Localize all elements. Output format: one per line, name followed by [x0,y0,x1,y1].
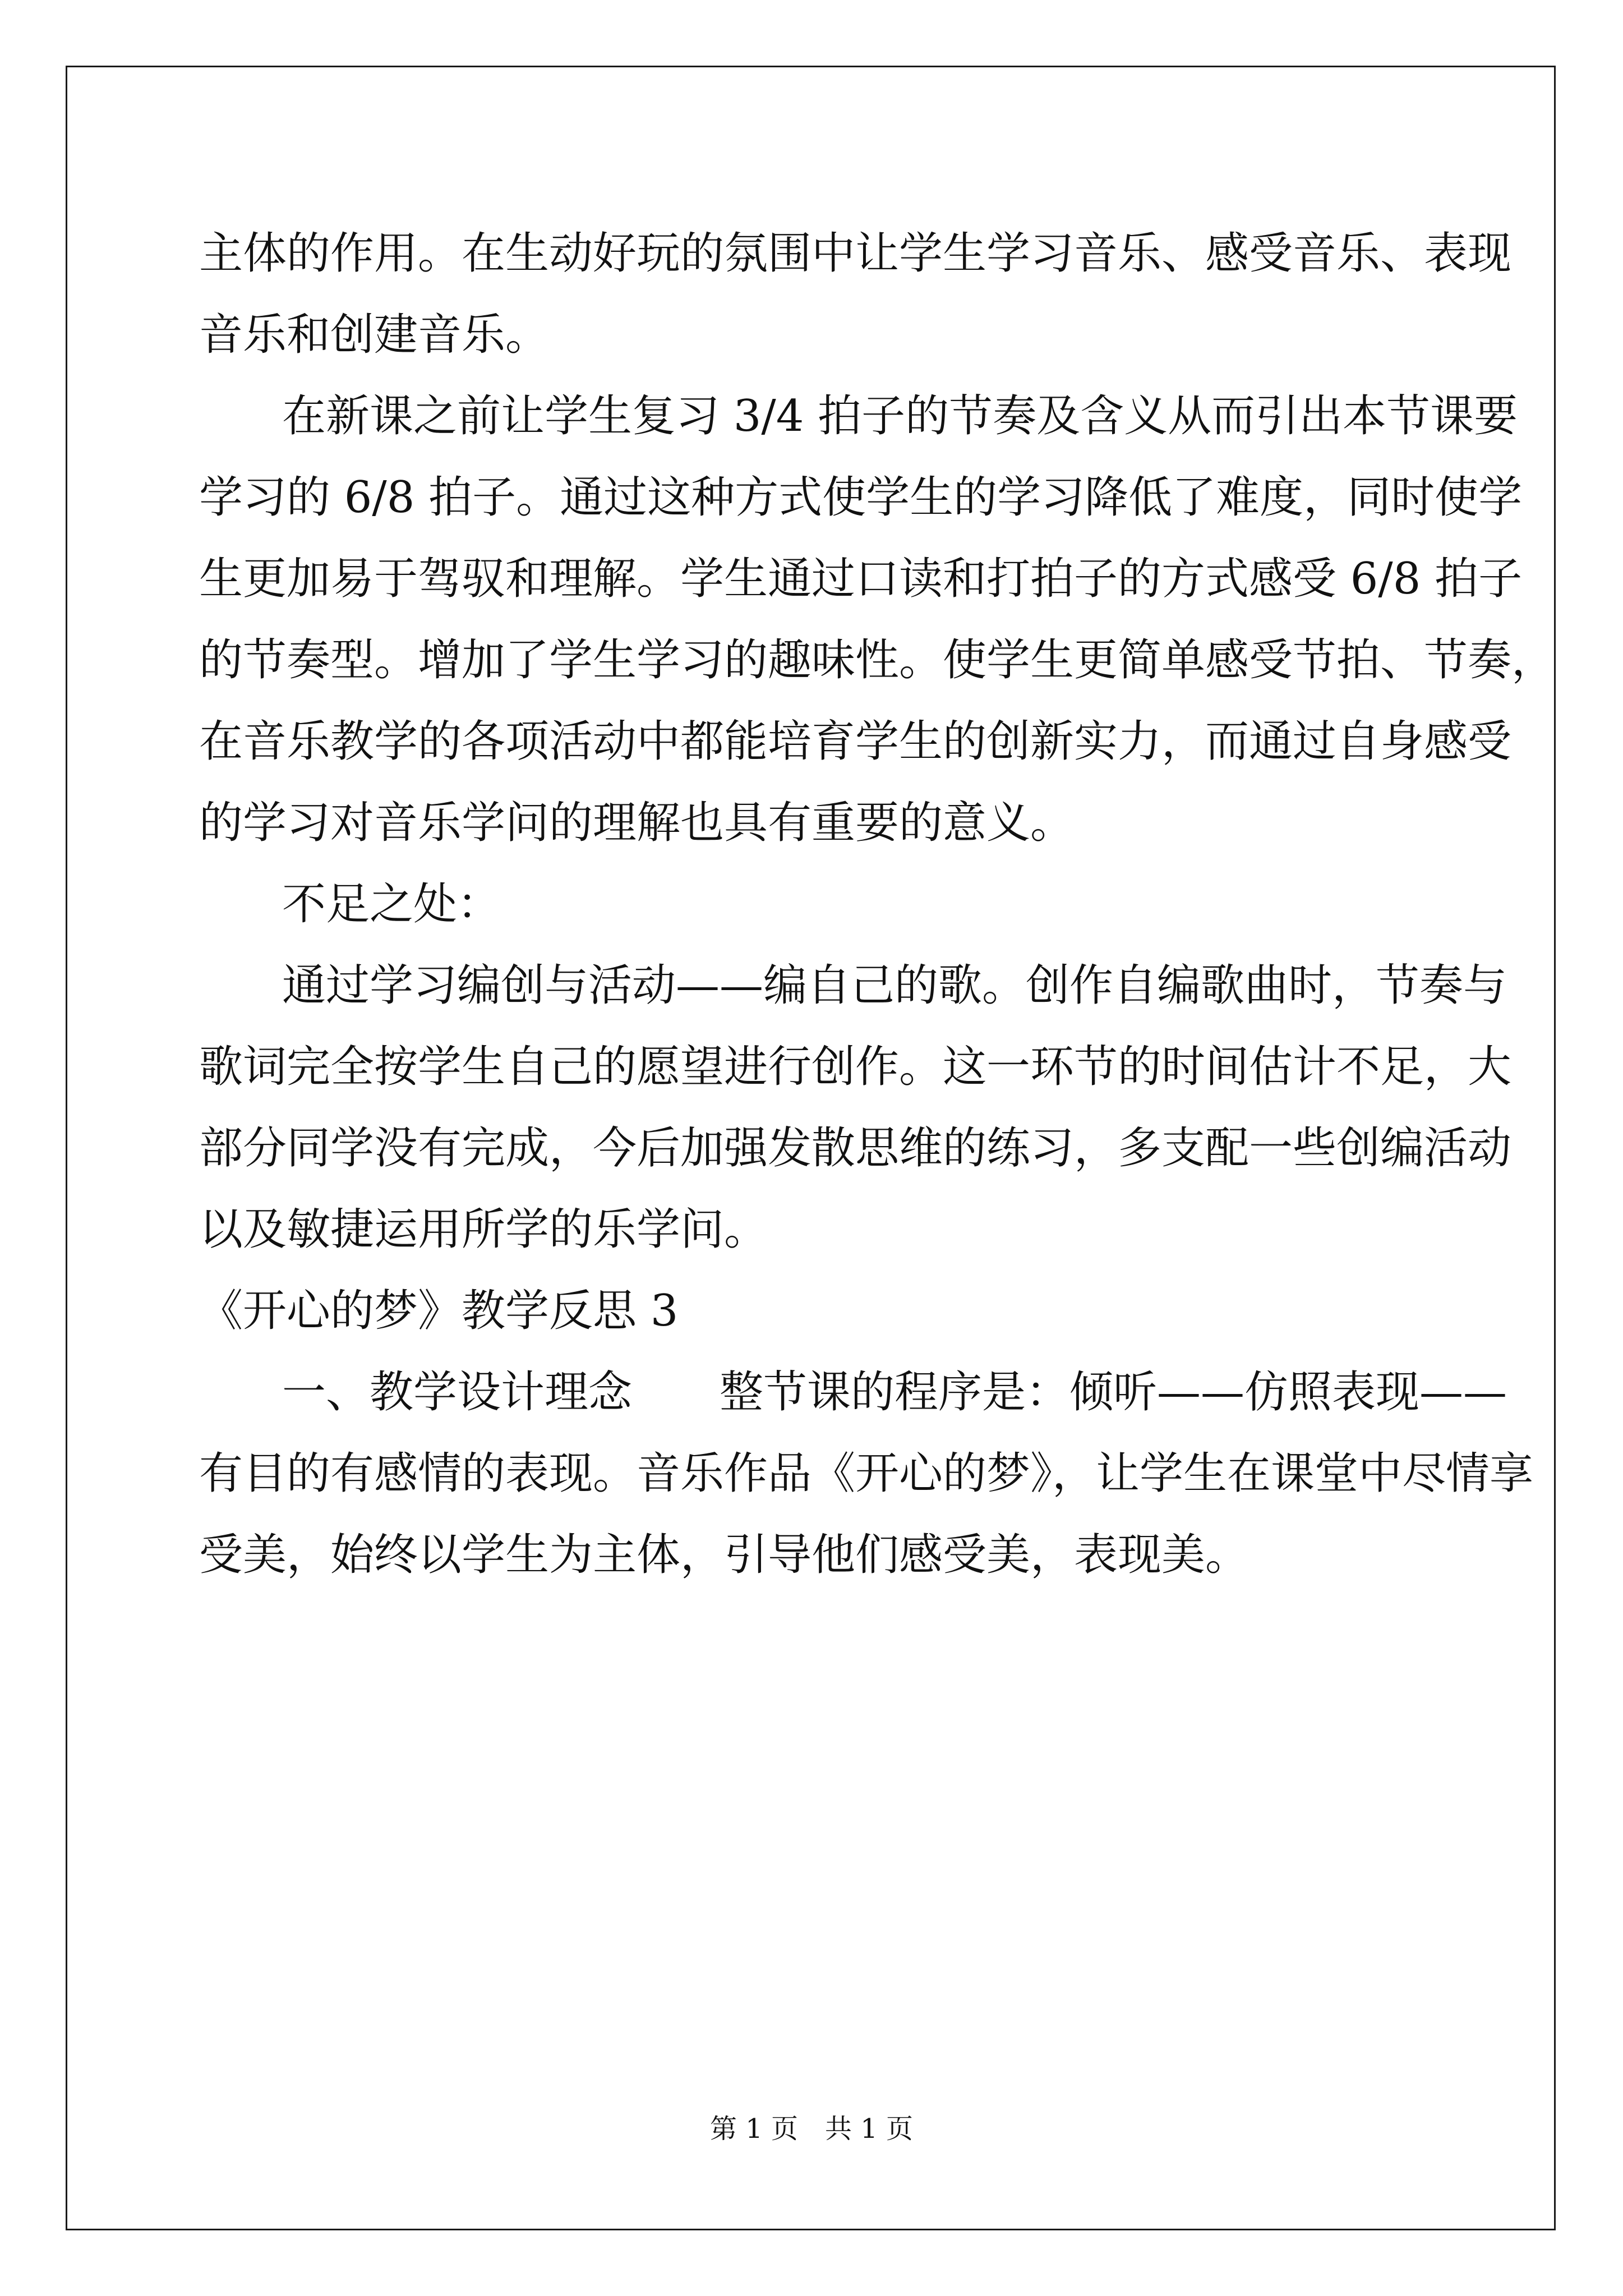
text-line: 部分同学没有完成，今后加强发散思维的练习，多支配一些创编活动 [199,1123,1512,1174]
text-line: 以及敏捷运用所学的乐学问。 [199,1204,768,1255]
text-line: 学习的 6/8 拍子。通过这种方式使学生的学习降低了难度，同时使学 [199,472,1523,523]
section-heading: 不足之处： [282,879,501,930]
text-line: 音乐和创建音乐。 [199,310,550,360]
text-line: 在新课之前让学生复习 3/4 拍子的节奏及含义从而引出本节课要 [282,391,1518,441]
text-line: 在音乐教学的各项活动中都能培育学生的创新实力，而通过自身感受 [199,716,1512,767]
text-line: 生更加易于驾驭和理解。学生通过口读和打拍子的方式感受 6/8 拍子 [199,554,1523,604]
text-line: 受美，始终以学生为主体，引导他们感受美，表现美。 [199,1530,1249,1580]
text-line: 通过学习编创与活动——编自己的歌。创作自编歌曲时，节奏与 [282,960,1507,1011]
text-line: 的学习对音乐学问的理解也具有重要的意义。 [199,798,1075,848]
text-line: 主体的作用。在生动好玩的氛围中让学生学习音乐、感受音乐、表现 [199,228,1512,279]
article-title: 《开心的梦》教学反思 3 [199,1286,679,1336]
text-line: 歌词完全按学生自己的愿望进行创作。这一环节的时间估计不足，大 [199,1042,1512,1092]
page-number-footer: 第 1 页 共 1 页 [709,2113,914,2145]
text-line: 的节奏型。增加了学生学习的趣味性。使学生更简单感受节拍、节奏， [199,635,1556,685]
text-line: 一、教学设计理念 整节课的程序是：倾听——仿照表现—— [282,1367,1507,1418]
text-line: 有目的有感情的表现。音乐作品《开心的梦》，让学生在课堂中尽情享 [199,1448,1534,1499]
